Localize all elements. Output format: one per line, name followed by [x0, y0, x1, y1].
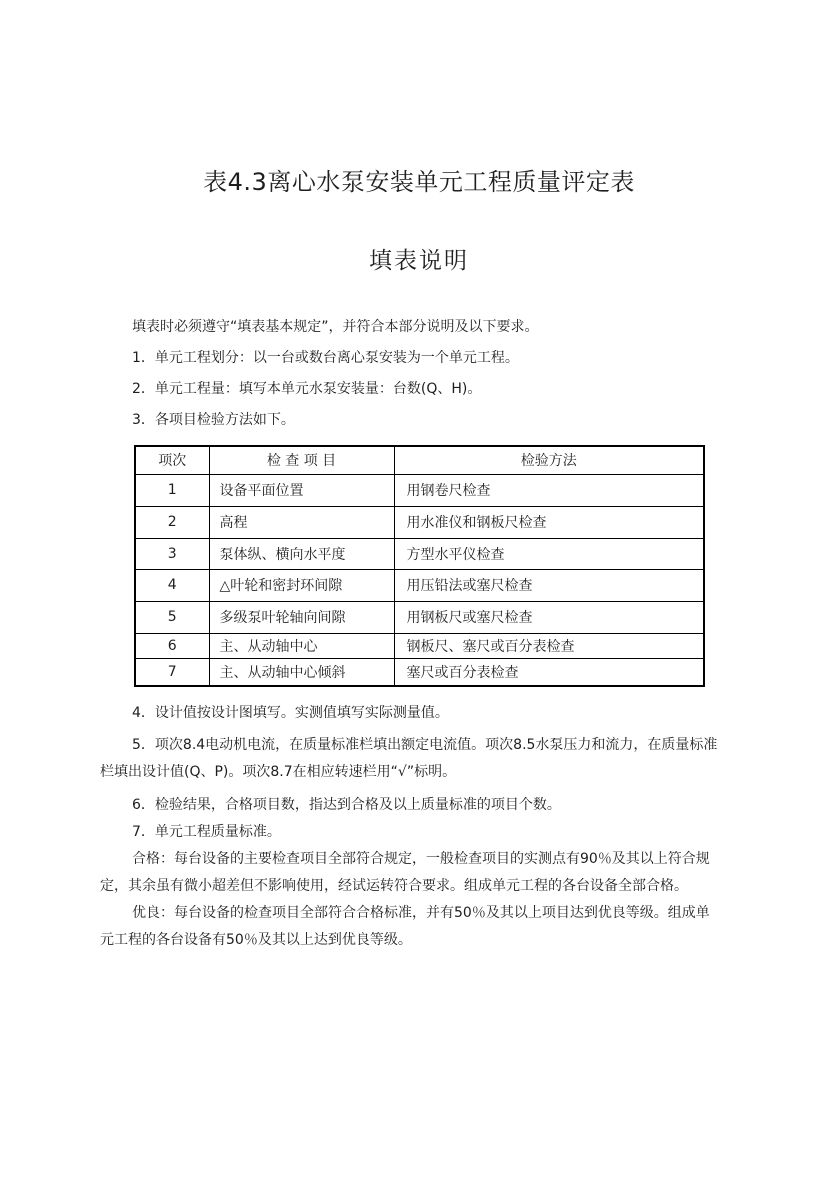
cell-check-item: 泵体纵、横向水平度 — [209, 538, 394, 569]
header-check-method: 检验方法 — [394, 446, 704, 474]
note-line: 4．设计值按设计图填写。实测值填写实际测量值。 — [132, 705, 449, 721]
cell-check-method: 用压铅法或塞尺检查 — [394, 569, 704, 601]
cell-check-method: 钢板尺、塞尺或百分表检查 — [394, 633, 704, 658]
intro-section — [100, 314, 760, 434]
note-line: 6．检验结果，合格项目数，指达到合格及以上质量标准的项目个数。 — [132, 797, 561, 813]
cell-check-method: 塞尺或百分表检查 — [394, 658, 704, 686]
cell-check-item: 高程 — [209, 506, 394, 538]
cell-item-no: 3 — [135, 538, 209, 569]
grade-excellent-paragraph — [100, 900, 760, 954]
cell-item-no: 7 — [135, 658, 209, 686]
section-title-instructions: 填表说明 — [369, 248, 469, 274]
cell-check-method: 方型水平仪检查 — [394, 538, 704, 569]
table-row — [135, 538, 704, 569]
cell-item-no: 4 — [135, 569, 209, 601]
cell-item-no: 6 — [135, 633, 209, 658]
cell-check-item: 主、从动轴中心倾斜 — [209, 658, 394, 686]
cell-item-no: 5 — [135, 601, 209, 633]
intro-item-2: 2．单元工程量：填写本单元水泵安装量：台数(Q、H)。 — [132, 381, 482, 397]
table-row — [135, 474, 704, 506]
note-line: 定，其余虽有微小超差但不影响使用，经试运转符合要求。组成单元工程的各台设备全部合格。 — [100, 878, 688, 894]
note-line: 5．项次8.4电动机电流，在质量标准栏填出额定电流值。项次8.5水泵压力和流力，在质量标准 — [132, 737, 718, 753]
cell-check-item: 设备平面位置 — [209, 474, 394, 506]
note-line: 合格：每台设备的主要检查项目全部符合规定，一般检查项目的实测点有90％及其以上符合规 — [132, 851, 710, 867]
grade-pass-paragraph — [100, 846, 760, 900]
cell-check-method: 用钢卷尺检查 — [394, 474, 704, 506]
inspection-method-table — [134, 445, 705, 687]
note-6 — [100, 792, 760, 819]
table-row — [135, 658, 704, 686]
table-row — [135, 633, 704, 658]
note-5 — [100, 732, 760, 786]
cell-check-item: 主、从动轴中心 — [209, 633, 394, 658]
note-line: 栏填出设计值(Q、P)。项次8.7在相应转速栏用“√”标明。 — [100, 764, 457, 780]
cell-check-item: △叶轮和密封环间隙 — [209, 569, 394, 601]
cell-check-item: 多级泵叶轮轴向间隙 — [209, 601, 394, 633]
note-7 — [100, 819, 760, 846]
header-item-no: 项次 — [135, 446, 209, 474]
table-header-row — [135, 446, 704, 474]
document-title: 表4.3离心水泵安装单元工程质量评定表 — [203, 168, 635, 196]
cell-check-method: 用水准仪和钢板尺检查 — [394, 506, 704, 538]
note-line: 优良：每台设备的检查项目全部符合合格标准，并有50％及其以上项目达到优良等级。组成单 — [132, 905, 710, 921]
note-4 — [100, 700, 760, 727]
cell-check-method: 用钢板尺或塞尺检查 — [394, 601, 704, 633]
note-line: 元工程的各台设备有50％及其以上达到优良等级。 — [100, 932, 412, 948]
cell-item-no: 1 — [135, 474, 209, 506]
header-check-item: 检 查 项 目 — [209, 446, 394, 474]
table-row — [135, 569, 704, 601]
intro-item-3: 3．各项目检验方法如下。 — [132, 412, 295, 428]
intro-item-1: 1．单元工程划分：以一台或数台离心泵安装为一个单元工程。 — [132, 350, 519, 366]
cell-item-no: 2 — [135, 506, 209, 538]
notes-section — [100, 700, 760, 954]
intro-lead: 填表时必须遵守“填表基本规定”，并符合本部分说明及以下要求。 — [132, 319, 539, 335]
table-row — [135, 601, 704, 633]
table-row — [135, 506, 704, 538]
note-line: 7．单元工程质量标准。 — [132, 824, 281, 840]
